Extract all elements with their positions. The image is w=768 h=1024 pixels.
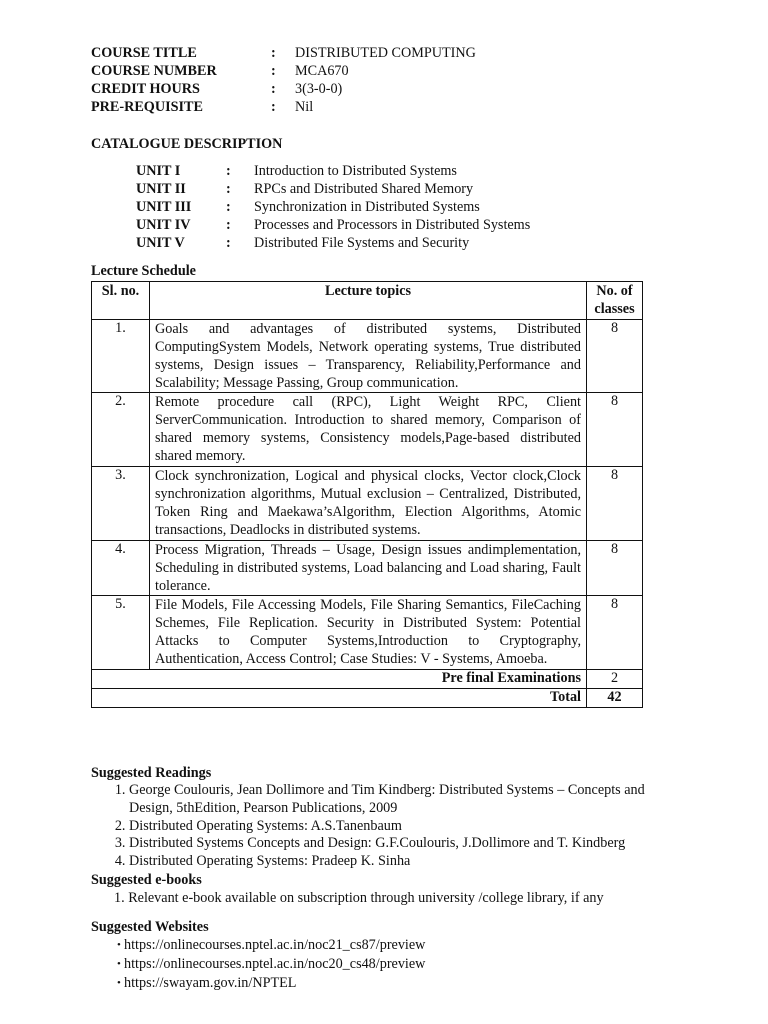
row-sl: 3. [92, 467, 150, 541]
reading-item: 3. Distributed Systems Concepts and Design: G.F.Coulouris, J.Dollimore and T. Kindberg [129, 835, 689, 853]
row-classes: 8 [587, 540, 643, 596]
reading-item: 1. George Coulouris, Jean Dollimore and Tim Kindberg: Distributed Systems – Concepts and Design, 5thEdition, Pearson Publications, 2009 [129, 782, 689, 818]
readings-title: Suggested Readings [91, 765, 212, 781]
unit-row [136, 181, 530, 199]
row-topics-cell [150, 467, 587, 541]
course-title-row [91, 45, 476, 63]
website-item [117, 937, 425, 956]
course-title-value: DISTRIBUTED COMPUTING [295, 45, 476, 61]
unit-name: UNIT IV [136, 217, 191, 233]
table-header-row [92, 282, 643, 320]
header-topics: Lecture topics [150, 282, 587, 320]
ebook-item: 1. Relevant e-book available on subscription through university /college library, if any [114, 890, 604, 906]
ebooks-title: Suggested e-books [91, 872, 202, 888]
prerequisite-label: PRE-REQUISITE [91, 99, 203, 115]
row-topics: File Models, File Accessing Models, File Sharing Semantics, FileCaching Schemes, File Replication. Security in Distributed System: Potential Attacks to Computer Systems,Introduction to Cryptography, Authentication, Access Control; Case Studies: V - Systems, Amoeba. [155, 597, 581, 668]
unit-topic: Synchronization in Distributed Systems [254, 199, 480, 215]
row-sl: 4. [92, 540, 150, 596]
separator: : [271, 45, 276, 61]
row-topics-cell [150, 319, 587, 393]
website-item [117, 975, 425, 994]
website-link[interactable]: https://onlinecourses.nptel.ac.in/noc21_cs87/preview [124, 937, 426, 953]
unit-row [136, 235, 530, 253]
separator: : [271, 81, 276, 97]
row-classes: 8 [587, 596, 643, 670]
unit-name: UNIT I [136, 163, 181, 179]
total-label: Total [92, 688, 587, 707]
table-row [92, 393, 643, 467]
readings-list [107, 782, 689, 871]
row-topics-cell [150, 540, 587, 596]
separator: : [226, 199, 231, 215]
websites-title: Suggested Websites [91, 919, 209, 935]
separator: : [226, 235, 231, 251]
total-classes: 42 [587, 688, 643, 707]
unit-topic: Introduction to Distributed Systems [254, 163, 457, 179]
unit-topic: Distributed File Systems and Security [254, 235, 470, 251]
separator: : [271, 99, 276, 115]
catalogue-title: CATALOGUE DESCRIPTION [91, 136, 283, 152]
unit-topic: RPCs and Distributed Shared Memory [254, 181, 474, 197]
unit-row [136, 217, 530, 235]
course-number-value: MCA670 [295, 63, 349, 79]
unit-name: UNIT II [136, 181, 186, 197]
reading-item: 4. Distributed Operating Systems: Pradeep K. Sinha [129, 853, 689, 871]
row-classes: 8 [587, 467, 643, 541]
website-link[interactable]: https://onlinecourses.nptel.ac.in/noc20_cs48/preview [124, 956, 426, 972]
website-item [117, 956, 425, 975]
row-sl: 2. [92, 393, 150, 467]
course-title-label: COURSE TITLE [91, 45, 197, 61]
prefinal-row [92, 670, 643, 689]
credit-hours-value: 3(3-0-0) [295, 81, 343, 97]
prefinal-label: Pre final Examinations [92, 670, 587, 689]
table-row [92, 540, 643, 596]
bullet-icon: • [117, 958, 121, 970]
row-classes: 8 [587, 393, 643, 467]
unit-name: UNIT V [136, 235, 185, 251]
row-topics-cell [150, 596, 587, 670]
prerequisite-row [91, 99, 476, 117]
table-row [92, 319, 643, 393]
row-topics-cell [150, 393, 587, 467]
lecture-schedule-table [91, 281, 643, 708]
websites-list [117, 937, 425, 994]
credit-hours-row [91, 81, 476, 99]
unit-list [136, 163, 530, 253]
unit-row [136, 163, 530, 181]
row-topics: Clock synchronization, Logical and physical clocks, Vector clock,Clock synchronization algorithms, Mutual exclusion – Centralized, Distributed, Token Ring and Maekawa’sAlgorithm, Election Algorithms, Atomic transactions, Deadlocks in distributed systems. [155, 468, 581, 538]
unit-row [136, 199, 530, 217]
website-link[interactable]: https://swayam.gov.in/NPTEL [124, 975, 297, 991]
row-topics: Goals and advantages of distributed systems, Distributed ComputingSystem Models, Network operating systems, True distributed systems, Design issues – Transparency, Reliability,Performance and Scalability; Message Passing, Group communication. [155, 320, 581, 391]
row-sl: 1. [92, 319, 150, 393]
separator: : [226, 163, 231, 179]
row-topics: Remote procedure call (RPC), Light Weight RPC, Client ServerCommunication. Introduction to shared memory, Comparison of shared memory systems, Consistency models,Page-based distributed shared memory. [155, 394, 581, 465]
course-info [91, 45, 476, 117]
header-classes: No. of classes [587, 282, 643, 320]
separator: : [226, 181, 231, 197]
header-sl: Sl. no. [92, 282, 150, 320]
table-row [92, 467, 643, 541]
table-row [92, 596, 643, 670]
separator: : [271, 63, 276, 79]
separator: : [226, 217, 231, 233]
lecture-schedule-title: Lecture Schedule [91, 263, 196, 279]
course-number-label: COURSE NUMBER [91, 63, 217, 79]
bullet-icon: • [117, 939, 121, 951]
bullet-icon: • [117, 977, 121, 989]
unit-name: UNIT III [136, 199, 192, 215]
credit-hours-label: CREDIT HOURS [91, 81, 200, 97]
prefinal-classes: 2 [587, 670, 643, 689]
reading-item: 2. Distributed Operating Systems: A.S.Tanenbaum [129, 818, 689, 836]
course-number-row [91, 63, 476, 81]
unit-topic: Processes and Processors in Distributed Systems [254, 217, 531, 233]
total-row [92, 688, 643, 707]
row-classes: 8 [587, 319, 643, 393]
row-topics: Process Migration, Threads – Usage, Design issues andimplementation, Scheduling in distributed systems, Load balancing and Load sharing, Fault tolerance. [155, 541, 581, 594]
row-sl: 5. [92, 596, 150, 670]
prerequisite-value: Nil [295, 99, 314, 115]
